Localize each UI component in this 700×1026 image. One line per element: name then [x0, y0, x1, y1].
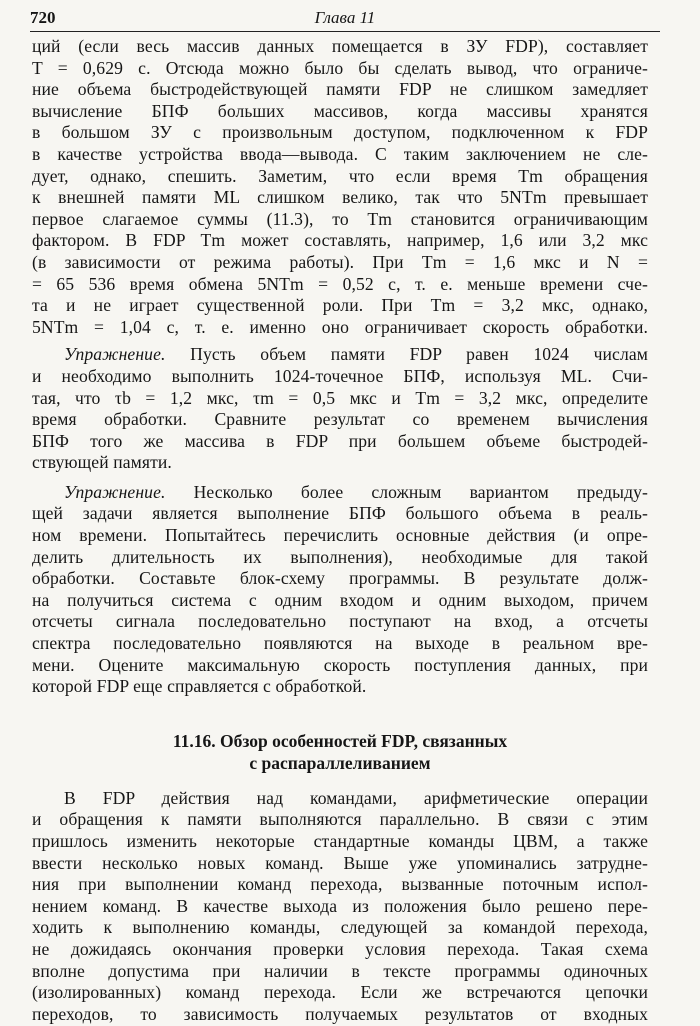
- text-line: щей задачи является выполнение БПФ большого объема в реаль-: [32, 503, 648, 524]
- text-line: делить длительность их выполнения), необходимые для такой: [32, 546, 648, 567]
- text-line: мени. Оцените максимальную скорость поступления данных, при: [32, 654, 648, 675]
- text-line: к внешней памяти ML слишком велико, так что 5NTm превышает: [32, 187, 648, 208]
- section-title-line: 11.16. Обзор особенностей FDP, связанных: [172, 730, 508, 751]
- text-line: ввести несколько новых команд. Выше уже упоминались затрудне-: [32, 852, 648, 873]
- page-body: [32, 36, 648, 1025]
- text-line: 5NTm = 1,04 с, т. е. именно оно ограничивает скорость обработки.: [32, 316, 648, 337]
- text-line: пришлось изменить некоторые стандартные команды ЦВМ, а также: [32, 831, 648, 851]
- text-line: спектра последовательно появляются на выходе в реальном вре-: [32, 633, 648, 654]
- text-line: = 65 536 время обмена 5NTm = 0,52 с, т. е. меньше времени сче-: [32, 273, 648, 294]
- text-line: Упражнение. Несколько более сложным вариантом предыду-: [64, 481, 648, 502]
- text-line: В FDP действия над командами, арифметические операции: [64, 787, 648, 808]
- text-line: фактором. В FDP Tm может составлять, например, 1,6 или 3,2 мкс: [32, 230, 648, 251]
- intro-paragraph: [32, 36, 648, 338]
- section-paragraph: [32, 788, 648, 1026]
- text-line: ном времени. Попытайтесь перечислить основные действия (и опре-: [32, 525, 648, 546]
- text-line: T = 0,629 с. Отсюда можно было бы сделать вывод, что ограниче-: [32, 57, 648, 78]
- header-rule: [30, 31, 660, 32]
- text-line: обработки. Составьте блок-схему программы. В результате долж-: [32, 568, 648, 589]
- text-line: и обращения к памяти выполняются параллельно. В связи с этим: [32, 809, 648, 830]
- page-number: 720: [30, 8, 56, 27]
- text-line: вполне допустима при наличии в тексте программы одиночных: [32, 960, 648, 981]
- text-line: нением команд. В качестве выхода из положения было решено пере-: [32, 895, 648, 916]
- text-line: (в зависимости от режима работы). При Tm = 1,6 мкс и N =: [32, 251, 648, 272]
- text-line: первое слагаемое суммы (11.3), то Tm становится ограничивающим: [32, 208, 648, 229]
- text-line: та и не играет существенной роли. При Tm = 3,2 мкс, однако,: [32, 295, 648, 316]
- text-line: ствующей памяти.: [32, 452, 172, 473]
- text-line: ние объема быстродействующей памяти FDP не слишком замедляет: [32, 79, 648, 100]
- text-line: не дожидаясь окончания проверки условия перехода. Такая схема: [32, 938, 648, 959]
- section-heading: [32, 730, 648, 774]
- text-line: ния при выполнении команд перехода, вызванные поточным испол-: [32, 874, 648, 895]
- text-line: переходов, то зависимость получаемых результатов от входных: [32, 1003, 648, 1024]
- text-line: в большом ЗУ с произвольным доступом, подключенном к FDP: [32, 122, 648, 143]
- section-title-line: с распараллеливанием: [249, 752, 431, 773]
- text-line: в качестве устройства ввода—вывода. С таким заключением не сле-: [32, 143, 648, 164]
- exercise-1: [32, 344, 648, 474]
- running-title: Глава 11: [314, 8, 376, 27]
- text-line: вычисление БПФ больших массивов, когда массивы хранятся: [32, 100, 648, 121]
- text-line: отсчеты сигнала последовательно поступают на вход, а отсчеты: [32, 611, 648, 632]
- exercise-2: [32, 482, 648, 698]
- text-line: на получиться система с одним входом и одним выходом, причем: [32, 589, 648, 610]
- text-line: и необходимо выполнить 1024-точечное БПФ, используя ML. Счи-: [32, 365, 648, 386]
- text-line: ходить к выполнению команды, следующей за командой перехода,: [32, 917, 648, 938]
- text-line: БПФ того же массива в FDP при большем объеме быстродей-: [32, 430, 648, 451]
- text-line: которой FDP еще справляется с обработкой.: [32, 676, 367, 697]
- text-line: дует, однако, спешить. Заметим, что если время Tm обращения: [32, 165, 648, 186]
- exercise-label: Упражнение.: [64, 344, 166, 365]
- text-line: (изолированных) команд перехода. Если же встречаются цепочки: [32, 982, 648, 1003]
- exercise-label: Упражнение.: [64, 481, 166, 502]
- text-line: ций (если весь массив данных помещается в ЗУ FDP), составляет: [32, 36, 648, 56]
- text-line: тая, что τb = 1,2 мкс, τm = 0,5 мкс и Tm = 3,2 мкс, определите: [32, 387, 648, 408]
- page-header: [30, 6, 660, 30]
- text-line: Упражнение. Пусть объем памяти FDP равен 1024 числам: [64, 344, 648, 365]
- text-line: время обработки. Сравните результат со временем вычисления: [32, 409, 648, 430]
